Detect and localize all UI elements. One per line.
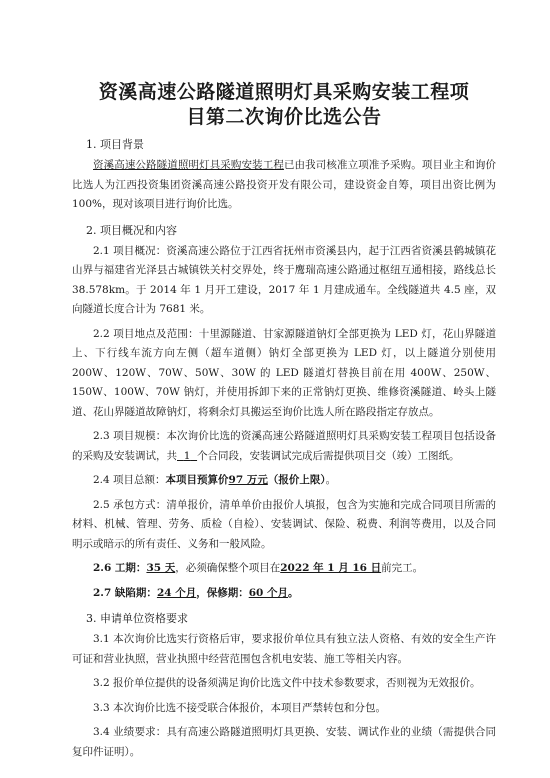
- paragraph-2-3: [72, 427, 496, 466]
- budget-amount: 97 万元: [228, 474, 268, 486]
- section-2-heading: 2. 项目概况和内容: [86, 223, 177, 237]
- paragraph-2-5: 2.5 承包方式：清单报价，清单单价由报价人填报，包含为实施和完成合同项目所需的材料、机械、管理、劳务、质检（自检）、安装调试、保险、税费、利润等费用，以及合同明示或暗示的所有责任、义务和一般风险。: [72, 498, 496, 550]
- paragraph-2-4: [72, 471, 496, 491]
- paragraph-3-2: 3.2 报价单位提供的设备须满足询价比选文件中技术参数要求，否则视为无效报价。: [93, 677, 481, 689]
- p23-text-b: 个合同段，安装调试完成后需提供项目交（竣）工图纸。: [197, 449, 460, 462]
- p24-price-cap: （报价上限）: [267, 474, 326, 486]
- paragraph-2-1: 2.1 项目概况：资溪高速公路位于江西省抚州市资溪县内，起于江西省资溪县鹤城镇花山界与福建省光泽县古城镇铁关村交界处，终于鹰瑞高速公路通过枢纽互通相接，路线总长 38.578km。于 2014 年 1 月开工建设，2017 年 1 月建成通车。全线隧道共 4.5 座，双向隧道长度合计为 7681 米。: [72, 244, 496, 315]
- section-1-text: 已由我司核准立项准予采购。项目业主和询价比选人为江西投资集团资溪高速公路投资开发有限公司，建设资金自筹，项目出资比例为 100%，现对该项目进行询价比选。: [72, 159, 497, 210]
- paragraph-3-4: 3.4 业绩要求：具有高速公路隧道照明灯具更换、安装、调试作业的业绩（需提供合同复印件证明）。: [72, 726, 496, 758]
- contract-count: [177, 450, 197, 462]
- duration-days: 35 天: [146, 562, 176, 574]
- section-3-heading: 3. 申请单位资格要求: [86, 612, 188, 625]
- p24-budget-label: 本项目预算价: [165, 474, 229, 486]
- paragraph-2-7: [72, 584, 496, 604]
- p23-text-a: 2.3 项目规模：本次询价比选的资溪高速公路隧道照明灯具采购安装工程项目包括设备的采购及安装调试，共: [72, 430, 496, 462]
- title-line-2: 目第二次询价比选公告: [186, 106, 382, 128]
- p26-text-c: 前完工。: [381, 562, 424, 574]
- p24-end: 。: [325, 474, 337, 486]
- project-name-underlined: 资溪高速公路隧道照明灯具采购安装工程: [93, 159, 284, 171]
- defect-period: 24 个月: [156, 586, 197, 599]
- section-1-paragraph: [72, 156, 496, 215]
- p27-warranty-label: ，保修期：: [196, 586, 249, 599]
- p27-defect-label: 2.7 缺陷期：: [93, 586, 157, 599]
- section-3: [72, 608, 496, 762]
- title-line-1: 资溪高速公路隧道照明灯具采购安装工程项: [98, 81, 470, 103]
- paragraph-3-1: 3.1 本次询价比选实行资格后审，要求报价单位具有独立法人资格、有效的安全生产许可证和营业执照，营业执照中经营范围包含机电安装、施工等相关内容。: [72, 633, 496, 665]
- paragraph-2-2: 2.2 项目地点及范围：十里源隧道、甘家源隧道钠灯全部更换为 LED 灯，花山界隧道上、下行线车流方向左侧（超车道侧）钠灯全部更换为 LED 灯，以上隧道分别使用 200W、120W、70W、50W、30W 的 LED 隧道灯替换目前在用 400W、250W、150W、100W、70W 钠灯，并使用拆卸下来的正常钠灯更换、维修资溪隧道、岭头上隧道、花山界隧道故障钠灯，将剩余灯具搬运至询价比选人所在路段指定存放点。: [72, 327, 496, 418]
- document-title: [72, 0, 496, 130]
- p24-text-a: 2.4 项目总额：: [93, 474, 166, 486]
- section-2: [72, 220, 496, 604]
- contract-count-value: 1: [183, 449, 191, 462]
- p27-end: 。: [288, 586, 299, 599]
- p26-label: 2.6 工期：: [93, 562, 147, 574]
- section-1: [72, 134, 496, 215]
- p26-text-b: ，必须确保整个项目在: [175, 562, 281, 574]
- warranty-period: 60 个月: [248, 586, 288, 599]
- paragraph-2-6: [72, 559, 496, 579]
- section-1-heading: 1. 项目背景: [86, 138, 144, 151]
- paragraph-3-3: 3.3 本次询价比选不接受联合体报价，本项目严禁转包和分包。: [93, 701, 387, 714]
- completion-date: 2022 年 1 月 16 日: [280, 562, 382, 574]
